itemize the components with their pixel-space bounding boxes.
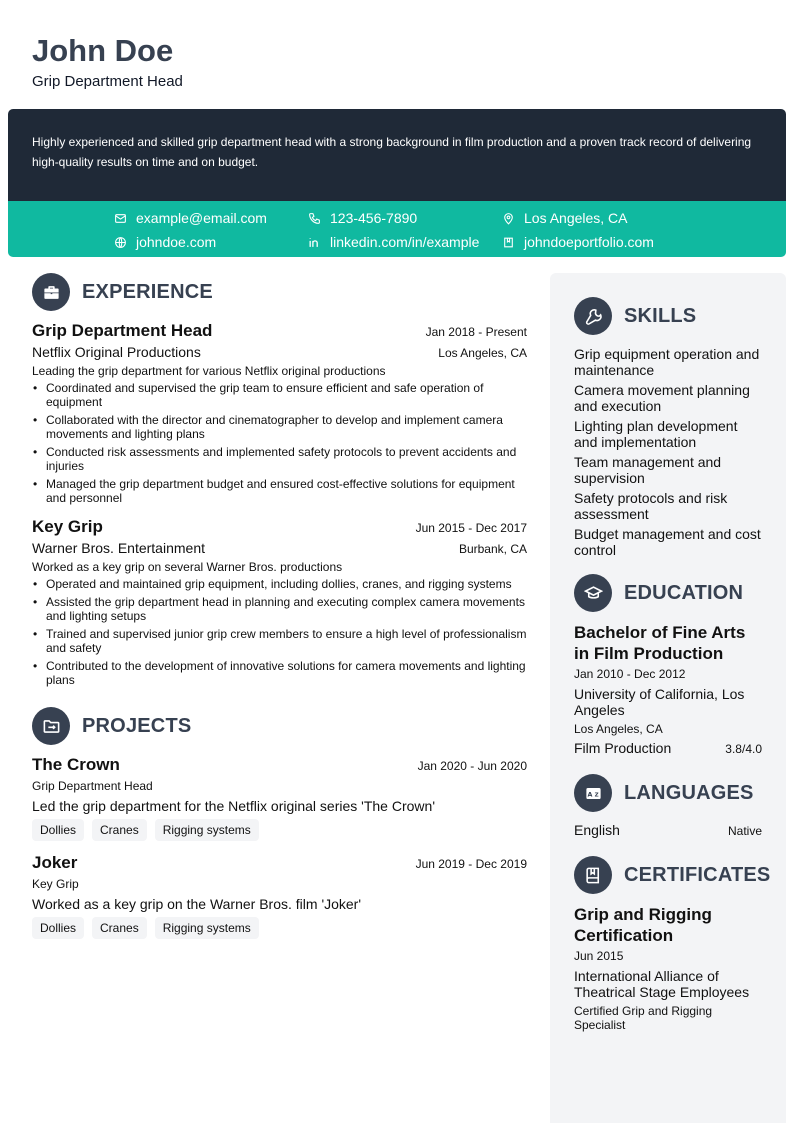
project-role: Key Grip [32,877,79,891]
projects-heading: PROJECTS [82,714,192,737]
project-tag: Cranes [92,819,147,841]
education-degree: Bachelor of Fine Arts in Film Production [574,623,746,663]
education-location: Los Angeles, CA [574,722,663,736]
resume-header [32,32,183,90]
job-bullet: • Conducted risk assessments and implemented safety protocols to prevent accidents and injuries [32,445,527,473]
languages-section-header [574,774,762,812]
languages-badge [574,774,612,812]
education-heading: EDUCATION [624,581,744,604]
languages-heading: LANGUAGES [624,781,754,804]
skill-item: Grip equipment operation and maintenance [574,346,760,378]
job-bullets [32,577,527,687]
contact-website[interactable] [114,233,216,251]
map-pin-icon [502,212,515,225]
skills-heading: SKILLS [624,304,697,327]
education-gpa: 3.8/4.0 [725,742,762,756]
contact-phone[interactable] [308,209,417,227]
experience-heading: EXPERIENCE [82,280,213,303]
summary-panel [8,109,786,201]
language-name: English [574,822,620,838]
job-bullet: • Operated and maintained grip equipment, including dollies, cranes, and rigging systems [32,577,527,591]
job-summary: Leading the grip department for various Netflix original productions [32,364,386,378]
certificates-badge [574,856,612,894]
contact-linkedin[interactable] [308,233,479,251]
folder-icon [42,717,61,736]
project-tags [32,917,527,939]
job-bullet: • Collaborated with the director and cinematographer to develop and implement camera movements and lighting plans [32,413,527,441]
contact-email[interactable] [114,209,267,227]
translate-icon [584,784,603,803]
education-section-header [574,574,762,612]
skill-item: Camera movement planning and execution [574,382,750,414]
job-bullet: • Trained and supervised junior grip crew members to ensure a high level of professionalism and safety [32,627,527,655]
education-field: Film Production [574,740,672,756]
experience-entry [32,517,527,687]
skills-section-header [574,297,762,335]
book-icon [584,866,603,885]
project-entry [32,755,527,841]
svg-text:Z: Z [594,791,599,798]
education-school: University of California, Los Angeles [574,686,745,718]
job-summary: Worked as a key grip on several Warner Bros. productions [32,560,343,574]
main-column [32,273,527,939]
education-entry [574,622,762,756]
email-icon [114,212,127,225]
sidebar [550,273,786,1123]
job-company: Warner Bros. Entertainment [32,540,205,556]
job-bullets [32,381,527,505]
linkedin-icon [308,236,321,249]
svg-text:A: A [586,790,592,798]
project-tags [32,819,527,841]
contact-bar [8,201,786,257]
certificate-entry [574,904,762,1032]
contact-location [502,209,628,227]
contact-portfolio[interactable] [502,233,654,251]
experience-entry [32,321,527,505]
project-tag: Dollies [32,917,84,939]
skills-badge [574,297,612,335]
certificate-title: Grip and Rigging Certification [574,905,712,945]
job-title: Key Grip [32,517,103,536]
education-badge [574,574,612,612]
project-tag: Rigging systems [155,819,259,841]
certificates-section-header [574,856,771,894]
contact-phone-text: 123-456-7890 [330,210,418,226]
project-description: Led the grip department for the Netflix original series 'The Crown' [32,798,435,814]
job-bullet: • Coordinated and supervised the grip team to ensure efficient and safe operation of equipment [32,381,527,409]
project-title: Joker [32,853,78,872]
certificate-date: Jun 2015 [574,949,624,963]
candidate-name: John Doe [32,33,174,68]
skill-item: Team management and supervision [574,454,722,486]
project-dates: Jun 2019 - Dec 2019 [415,857,527,871]
project-description: Worked as a key grip on the Warner Bros. film 'Joker' [32,896,362,912]
certificate-description: Certified Grip and Rigging Specialist [574,1004,713,1032]
job-bullet: • Managed the grip department budget and ensured cost-effective solutions for equipment and personnel [32,477,527,505]
globe-icon [114,236,127,249]
language-item [574,822,762,838]
certificates-heading: CERTIFICATES [624,863,771,886]
briefcase-icon [42,283,61,302]
skill-item: Safety protocols and risk assessment [574,490,728,522]
contact-portfolio-text: johndoeportfolio.com [524,234,654,250]
job-dates: Jan 2018 - Present [425,325,527,339]
contact-location-text: Los Angeles, CA [524,210,628,226]
project-dates: Jan 2020 - Jun 2020 [417,759,527,773]
job-title: Grip Department Head [32,321,213,340]
skill-item: Budget management and cost control [574,526,761,558]
portfolio-icon [502,236,515,249]
skill-item: Lighting plan development and implementation [574,418,738,450]
project-entry [32,853,527,939]
project-role: Grip Department Head [32,779,153,793]
project-tag: Dollies [32,819,84,841]
contact-email-text: example@email.com [136,210,267,226]
language-level: Native [727,824,762,838]
skills-list [574,346,762,558]
projects-badge [32,707,70,745]
phone-icon [308,212,321,225]
wrench-icon [584,307,603,326]
certificate-issuer: International Alliance of Theatrical Stage Employees [574,968,750,1000]
graduation-cap-icon [584,584,603,603]
summary-text: Highly experienced and skilled grip department head with a strong background in film production and a proven track record of delivering high-quality results on time and on budget. [32,135,752,169]
project-title: The Crown [32,755,120,774]
job-location: Burbank, CA [458,542,527,556]
job-company: Netflix Original Productions [32,344,201,360]
contact-website-text: johndoe.com [136,234,217,250]
job-location: Los Angeles, CA [438,346,527,360]
experience-badge [32,273,70,311]
job-bullet: • Assisted the grip department head in planning and executing complex camera movements and lighting setups [32,595,527,623]
experience-section-header [32,273,527,311]
project-tag: Cranes [92,917,147,939]
candidate-title: Grip Department Head [32,73,183,90]
contact-linkedin-text: linkedin.com/in/example [330,234,480,250]
job-bullet: • Contributed to the development of innovative solutions for camera movements and lighting plans [32,659,527,687]
job-dates: Jun 2015 - Dec 2017 [415,521,527,535]
projects-section-header [32,707,527,745]
education-dates: Jan 2010 - Dec 2012 [574,667,686,681]
project-tag: Rigging systems [155,917,259,939]
